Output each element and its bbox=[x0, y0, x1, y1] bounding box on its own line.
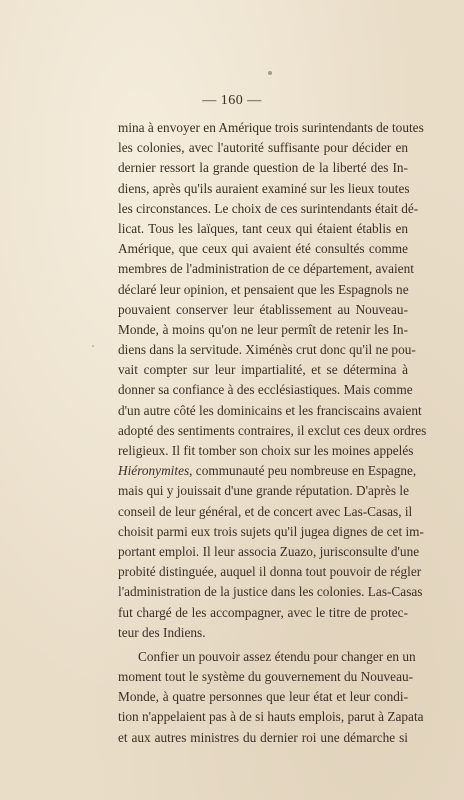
text-line: portant emploi. Il leur associa Zuazo, jurisconsulte d'une bbox=[118, 543, 420, 559]
text-line: Confier un pouvoir assez étendu pour changer en un bbox=[138, 648, 416, 664]
text-line: Monde, à quatre personnes que leur état et leur condi- bbox=[118, 689, 408, 705]
text-line: les circonstances. Le choix de ces surintendants était dé- bbox=[118, 200, 419, 216]
paragraph-1 bbox=[118, 118, 427, 643]
text-line: diens, après qu'ils auraient examiné sur les lieux toutes bbox=[118, 180, 410, 196]
text-line: adopté des sentiments contraires, il exclut ces deux ordres bbox=[118, 422, 427, 438]
text-line: vait compter sur leur impartialité, et se détermina à bbox=[118, 362, 408, 378]
paper-blemish bbox=[268, 71, 272, 75]
text-line: diens dans la servitude. Ximénès crut donc qu'il ne pou- bbox=[118, 342, 416, 358]
text-line: mina à envoyer en Amérique trois surintendants de toutes bbox=[118, 120, 424, 135]
italic-term: Hiéronymites bbox=[118, 463, 190, 479]
text-line: pouvaient conserver leur établissement au Nouveau- bbox=[118, 301, 408, 317]
paper-speck bbox=[92, 345, 94, 347]
text-line: donner sa confiance à des ecclésiastiques. Mais comme bbox=[118, 382, 413, 398]
text-line: l'administration de la justice dans les colonies. Las-Casas bbox=[118, 584, 423, 600]
text-line: licat. Tous les laïques, tant ceux qui étaient établis en bbox=[118, 220, 408, 236]
text-line: les colonies, avec l'autorité suffisante pour décider en bbox=[118, 140, 408, 156]
text-line: membres de l'administration de ce département, avaient bbox=[118, 261, 414, 277]
text-line: d'un autre côté les dominicains et les franciscains avaient bbox=[118, 402, 422, 418]
text-line: probité distinguée, auquel il donna tout pouvoir de régler bbox=[118, 564, 422, 580]
text-line: moment tout le système du gouvernement du Nouveau- bbox=[118, 669, 414, 685]
text-fragment: , communauté peu nombreuse en Espagne, bbox=[189, 463, 417, 479]
text-line: déclaré leur opinion, et pensaient que les Espagnols ne bbox=[118, 281, 409, 297]
text-line: choisit parmi eux trois sujets qu'il jugea dignes de cet im- bbox=[118, 523, 424, 539]
body-text bbox=[118, 118, 427, 748]
text-line: religieux. Il fit tomber son choix sur les moines appelés bbox=[118, 443, 414, 458]
paragraph-2 bbox=[118, 647, 424, 748]
text-line: tion n'appelaient pas à de si hauts emplois, parut à Zapata bbox=[118, 709, 424, 725]
text-line-with-italic bbox=[118, 461, 417, 481]
text-line: Amérique, que ceux qui avaient été consultés comme bbox=[118, 241, 408, 257]
text-line: mais qui y jouissait d'une grande réputation. D'après le bbox=[118, 483, 409, 499]
text-line: conseil de leur général, et de concert avec Las-Casas, il bbox=[118, 503, 413, 519]
text-line: Monde, à moins qu'on ne leur permît de retenir les In- bbox=[118, 321, 408, 337]
page-number: — 160 — bbox=[202, 93, 262, 108]
text-line: dernier ressort la grande question de la liberté des In- bbox=[118, 160, 408, 176]
text-line: teur des Indiens. bbox=[118, 624, 206, 640]
text-line: et aux autres ministres du dernier roi une démarche si bbox=[118, 729, 408, 745]
text-line: fut chargé de les accompagner, avec le titre de protec- bbox=[118, 604, 408, 620]
